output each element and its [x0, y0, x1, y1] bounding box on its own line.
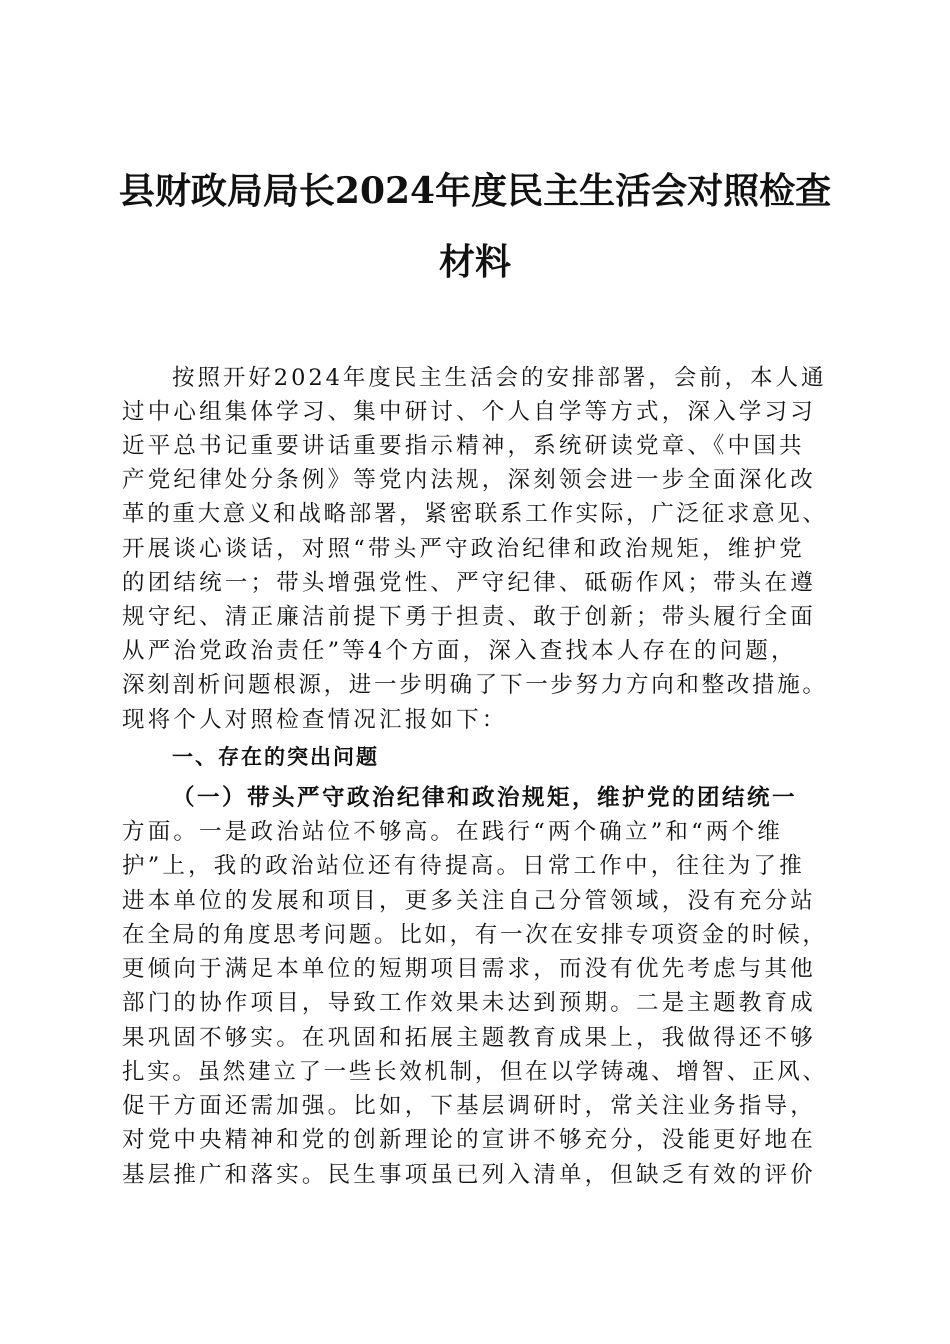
paragraph-line: 果巩固不够实。在巩固和拓展主题教育成果上，我做得还不够 [122, 1025, 816, 1051]
paragraph-line: 方面。一是政治站位不够高。在践行“两个确立”和“两个维 [122, 819, 783, 845]
paragraph-line: 部门的协作项目，导致工作效果未达到预期。二是主题教育成 [122, 990, 816, 1016]
paragraph-line: 过中心组集体学习、集中研讨、个人自学等方式，深入学习习 [122, 399, 816, 425]
paragraph-line: 促干方面还需加强。比如，下基层调研时，常关注业务指导， [122, 1093, 816, 1119]
paragraph-line: 基层推广和落实。民生事项虽已列入清单，但缺乏有效的评价 [122, 1162, 816, 1188]
document-title-line-2: 材料 [438, 241, 511, 283]
paragraph-line: 更倾向于满足本单位的短期项目需求，而没有优先考虑与其他 [122, 956, 816, 982]
paragraph-line: 规守纪、清正廉洁前提下勇于担责、敢于创新；带头履行全面 [122, 604, 816, 630]
section-heading: 一、存在的突出问题 [172, 745, 379, 769]
paragraph-line: 从严治党政治责任”等4个方面，深入查找本人存在的问题， [122, 638, 797, 664]
paragraph-line: 近平总书记重要讲话重要指示精神，系统研读党章、《中国共 [122, 433, 805, 459]
paragraph-line: 的团结统一；带头增强党性、严守纪律、砥砺作风；带头在遵 [122, 570, 816, 596]
paragraph-line: 现将个人对照检查情况汇报如下： [122, 707, 508, 733]
paragraph-line: 在全局的角度思考问题。比如，有一次在安排专项资金的时候， [122, 922, 828, 948]
paragraph-line: 扎实。虽然建立了一些长效机制，但在以学铸魂、增智、正风、 [122, 1059, 828, 1085]
document-title-line-1: 县财政局局长2024年度民主生活会对照检查 [118, 170, 832, 212]
subsection-heading: （一）带头严守政治纪律和政治规矩，维护党的团结统一 [172, 785, 798, 811]
paragraph-line: 产党纪律处分条例》等党内法规，深刻领会进一步全面深化改 [122, 467, 816, 493]
paragraph-line: 深刻剖析问题根源，进一步明确了下一步努力方向和整改措施。 [122, 672, 828, 698]
paragraph-line: 按照开好2024年度民主生活会的安排部署，会前，本人通 [172, 365, 827, 391]
paragraph-line: 革的重大意义和战略部署，紧密联系工作实际，广泛征求意见、 [122, 501, 828, 527]
paragraph-line: 对党中央精神和党的创新理论的宣讲不够充分，没能更好地在 [122, 1127, 816, 1153]
paragraph-line: 护”上，我的政治站位还有待提高。日常工作中，往往为了推 [122, 853, 805, 879]
paragraph-line: 开展谈心谈话，对照“带头严守政治纪律和政治规矩，维护党 [122, 536, 805, 562]
paragraph-line: 进本单位的发展和项目，更多关注自己分管领域，没有充分站 [122, 888, 816, 914]
